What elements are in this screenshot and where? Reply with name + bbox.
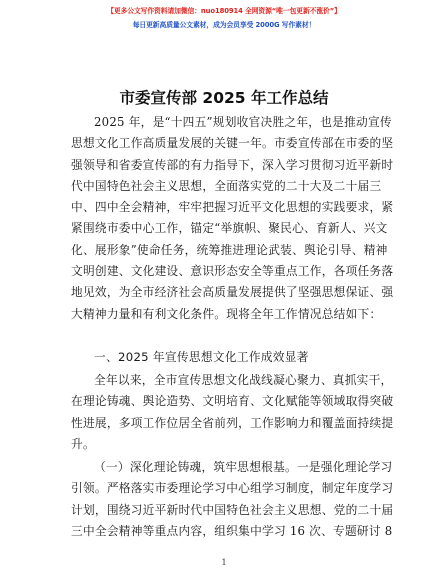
paragraph-line: 全年以来，全市宣传思想文化战线凝心聚力、真抓实干， xyxy=(94,373,393,387)
promo-banner-red: 【更多公文写作资料请加微信：nuo180914 全网资源“唯一包更新不涨价”】 xyxy=(107,7,341,15)
intro-paragraph xyxy=(71,112,394,325)
paragraph-line: 化、展形象”使命任务，统筹推进理论武装、舆论引导、精神 xyxy=(71,242,388,257)
paragraph-line: 紧围绕市委中心工作，锚定“举旗帜、聚民心、育新人、兴文 xyxy=(71,221,388,236)
paragraph-line: 强领导和省委宣传部的有力指导下，深入学习贯彻习近平新时 xyxy=(71,157,394,172)
paragraph-line: 计划，围绕习近平新时代中国特色社会主义思想、党的二十届 xyxy=(71,502,394,517)
paragraph-line: 引领。严格落实市委理论学习中心组学习制度，制定年度学习 xyxy=(71,481,394,496)
paragraph-line: 在理论铸魂、舆论造势、文明培育、文化赋能等领域取得突破 xyxy=(71,394,394,409)
promo-banner-blue: 每日更新高质量公文素材，成为会员享受 2000G 写作素材！ xyxy=(132,21,316,29)
paragraph-line: 大精神力量和有利文化条件。现将全年工作情况总结如下： xyxy=(71,306,382,321)
paragraph-line: 思想文化工作高质量发展的关键一年。市委宣传部在市委的坚 xyxy=(71,136,394,151)
document-title: 市委宣传部 2025 年工作总结 xyxy=(119,89,329,107)
section-heading: 一、2025 年宣传思想文化工作成效显著 xyxy=(94,350,309,364)
paragraph-line: 中、四中全会精神，牢牢把握习近平文化思想的实践要求，紧 xyxy=(71,200,394,215)
paragraph-line: （一）深化理论铸魂，筑牢思想根基。一是强化理论学习 xyxy=(94,460,393,474)
paragraph-line: 2025 年，是“十四五”规划收官决胜之年，也是推动宣传 xyxy=(94,115,392,129)
paragraph-line: 地见效，为全市经济社会高质量发展提供了坚强思想保证、强 xyxy=(71,285,394,300)
page-number: 1 xyxy=(221,558,227,567)
subsection1-paragraph xyxy=(71,457,394,542)
section1-paragraph xyxy=(71,370,394,455)
paragraph-line: 三中全会精神等重点内容，组织集中学习 16 次、专题研讨 8 xyxy=(71,523,393,538)
paragraph-line: 性进展，多项工作位居全省前列，工作影响力和覆盖面持续提 xyxy=(71,415,394,430)
paragraph-line: 代中国特色社会主义思想，全面落实党的二十大及二十届三 xyxy=(71,178,382,193)
paragraph-line: 文明创建、文化建设、意识形态安全等重点工作，各项任务落 xyxy=(71,264,394,279)
paragraph-line: 升。 xyxy=(71,436,95,451)
